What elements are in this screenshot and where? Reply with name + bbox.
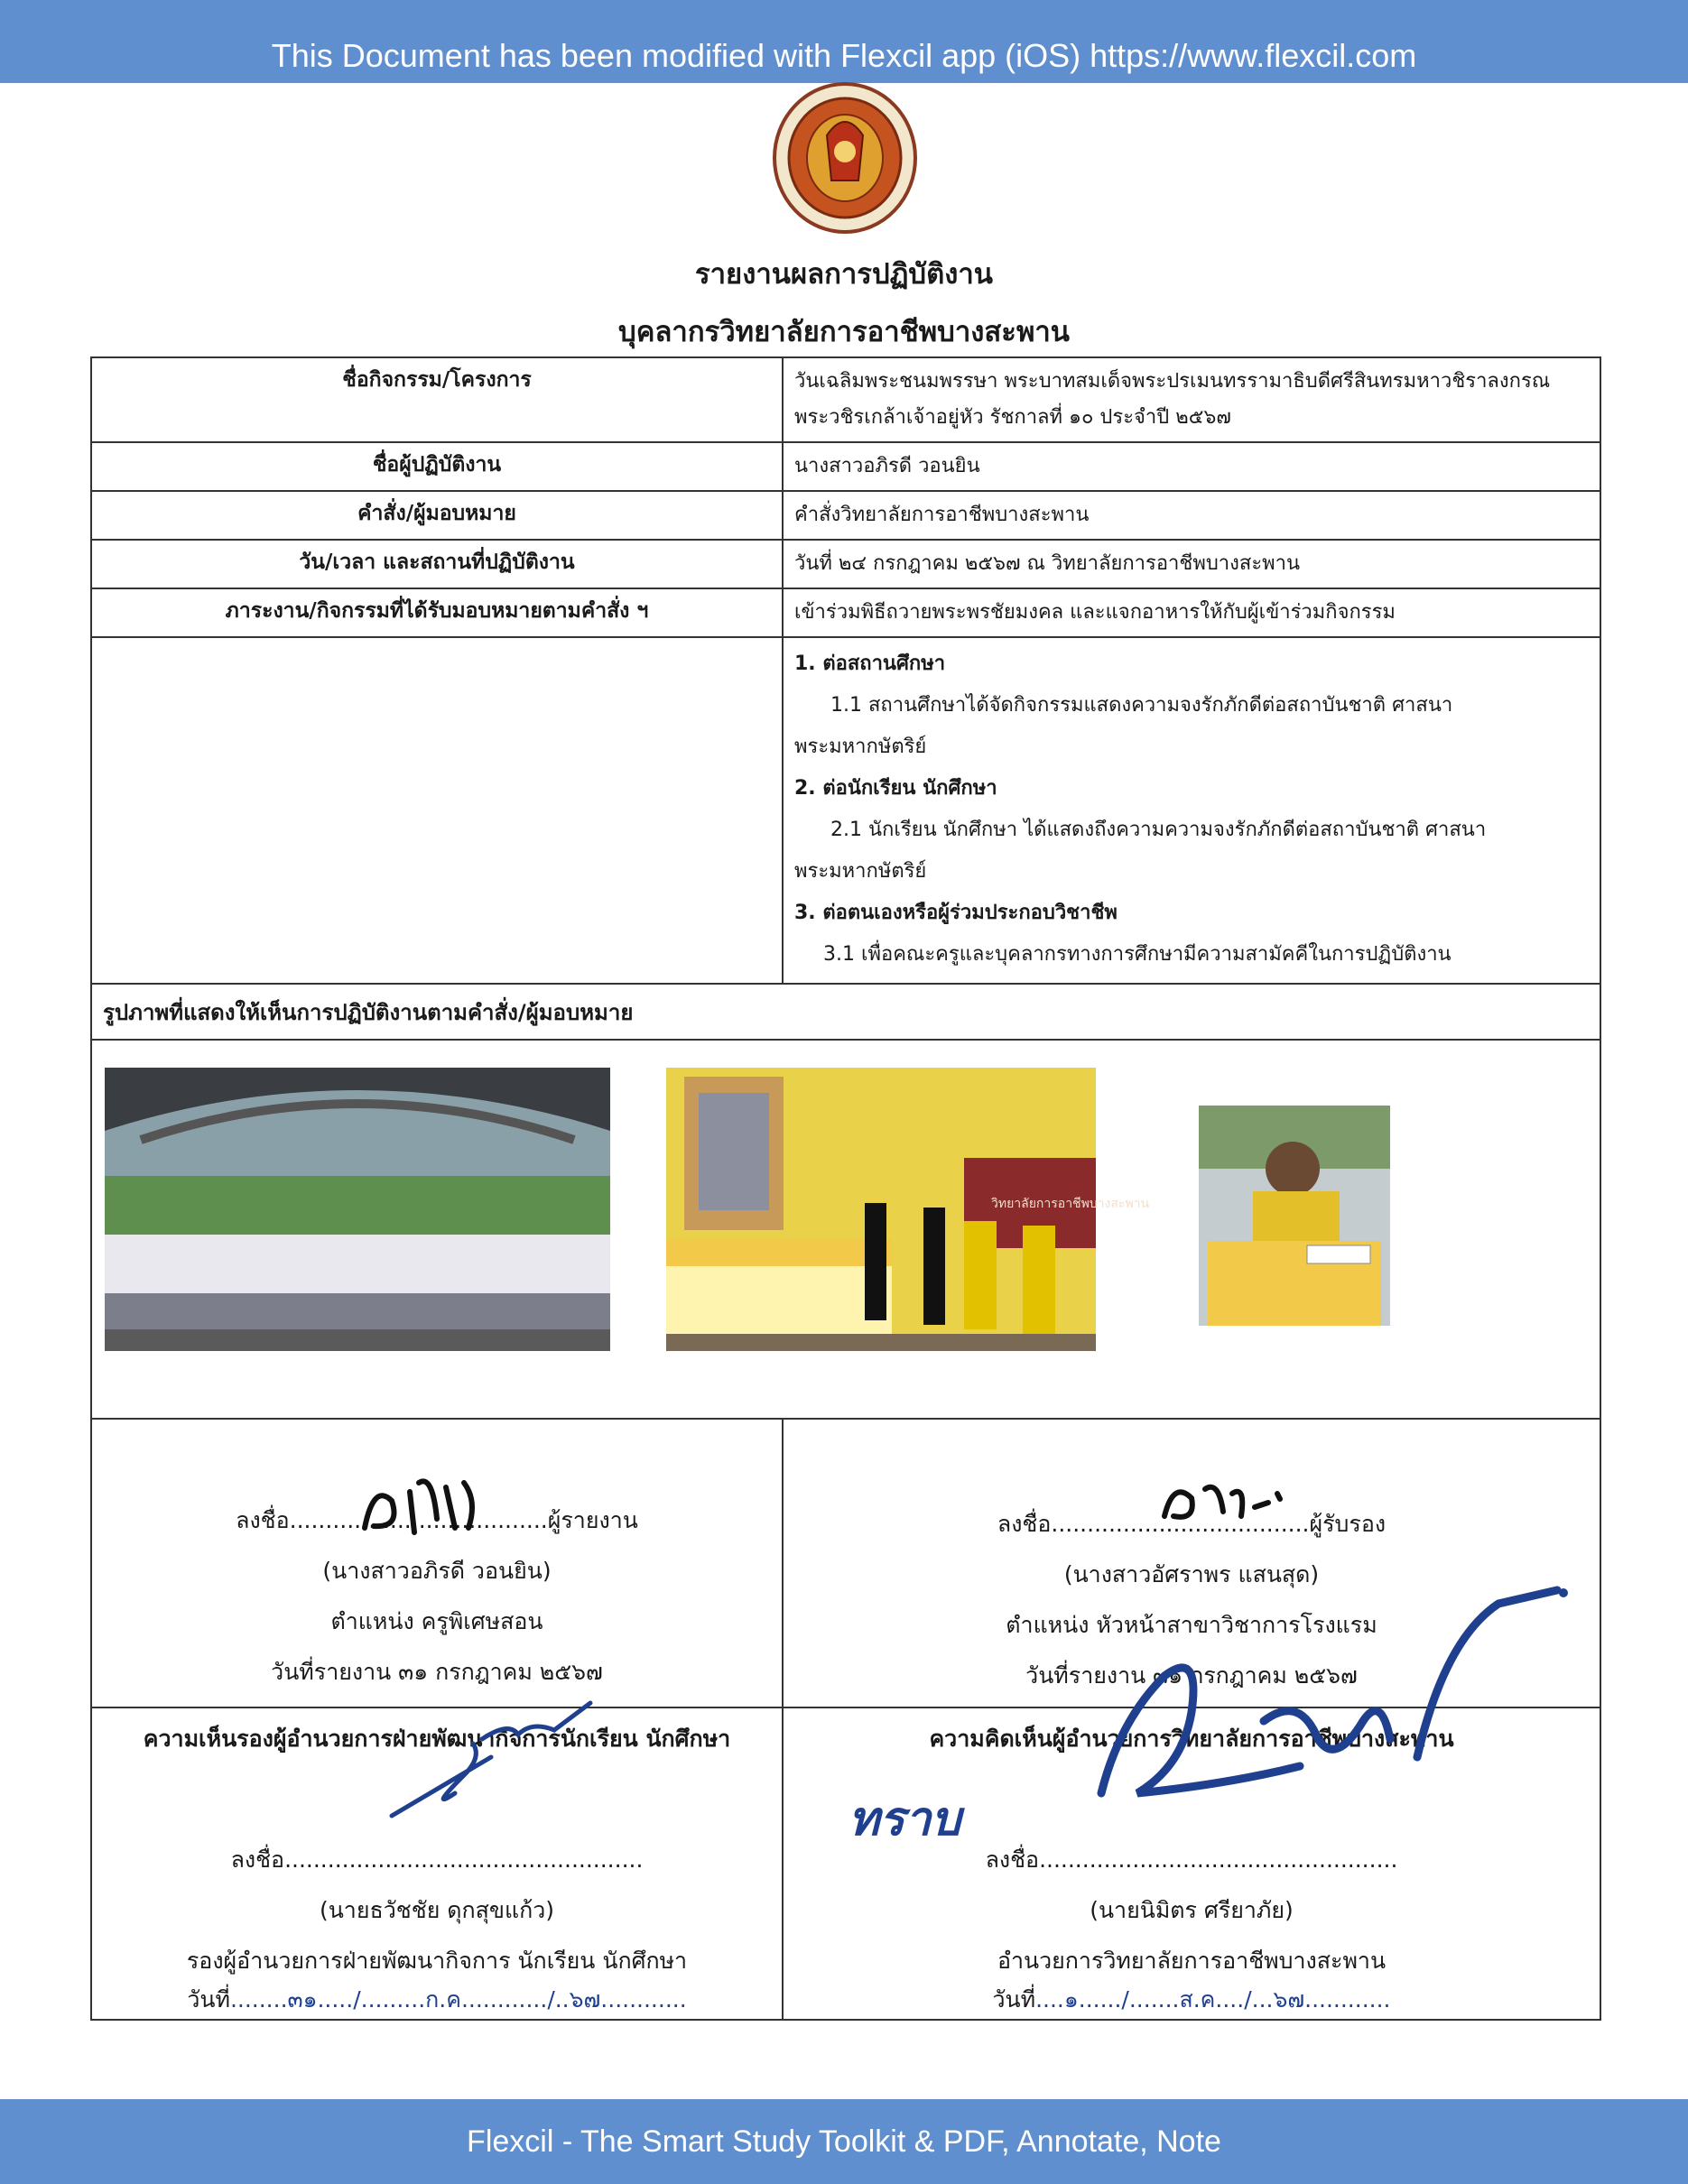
photo-header: รูปภาพที่แสดงให้เห็นการปฏิบัติงานตามคำสั่ง/ผู้มอบหมาย (91, 984, 1600, 1040)
certifier-role: ผู้รับรอง (1309, 1511, 1387, 1537)
row-photo-header (91, 984, 1600, 1040)
value-activity: วันเฉลิมพระชนมพรรษา พระบาทสมเด็จพระปรเมนทรรามาธิบดีศรีสินทรมหาวชิราลงกรณ พระวชิรเกล้าเจ้าอยู่หัว รัชกาลที่ ๑๐ ประจำปี ๒๕๖๗ (783, 357, 1600, 442)
outcome-text-3a: 3.1 เพื่อคณะครูและบุคลากรทางการศึกษามีความสามัคคีในการปฏิบัติงาน (823, 943, 1451, 966)
bottom-watermark-banner: Flexcil - The Smart Study Toolkit & PDF, Annotate, Note (0, 2099, 1688, 2184)
value-task: เข้าร่วมพิธีถวายพระพรชัยมงคล และแจกอาหารให้กับผู้เข้าร่วมกิจกรรม (783, 588, 1600, 637)
outcome-text-1b: พระมหากษัตริย์ (794, 736, 927, 758)
deputy-sign-line: ลงชื่อ.................................................. (230, 1846, 644, 1873)
outcomes-cell (783, 637, 1600, 984)
director-opinion-title: ความคิดเห็นผู้อำนวยการวิทยาลัยการอาชีพบางสะพาน (929, 1726, 1454, 1752)
label-activity: ชื่อกิจกรรม/โครงการ (91, 357, 783, 442)
director-name: (นายนิมิตร ศรียาภัย) (1090, 1897, 1294, 1923)
deputy-signature-block (103, 1757, 771, 2013)
outcome-text-1a: 1.1 สถานศึกษาได้จัดกิจกรรมแสดงความจงรักภักดีต่อสถาบันชาติ ศาสนา (830, 694, 1453, 717)
certifier-position: ตำแหน่ง หัวหน้าสาขาวิชาการโรงแรม (1006, 1612, 1377, 1638)
director-sign-line: ลงชื่อ.................................................. (985, 1846, 1398, 1873)
outcome-text-2b: พระมหากษัตริย์ (794, 860, 927, 883)
director-cell (783, 1707, 1600, 2020)
photo-assembly (105, 1068, 610, 1351)
reporter-position: ตำแหน่ง ครูพิเศษสอน (330, 1608, 543, 1634)
deputy-handwritten-signature (374, 1694, 608, 1829)
label-performer: ชื่อผู้ปฏิบัติงาน (91, 442, 783, 491)
row-performer (91, 442, 1600, 491)
college-seal-logo (746, 81, 944, 235)
label-datetime: วัน/เวลา และสถานที่ปฏิบัติงาน (91, 540, 783, 588)
value-order: คำสั่งวิทยาลัยการอาชีพบางสะพาน (783, 491, 1600, 540)
certifier-date: วันที่รายงาน ๓๑ กรกฎาคม ๒๕๖๗ (1025, 1662, 1358, 1689)
value-datetime: วันที่ ๒๔ กรกฎาคม ๒๕๖๗ ณ วิทยาลัยการอาชีพบางสะพาน (783, 540, 1600, 588)
row-outcomes (91, 637, 1600, 984)
reporter-sign-line: ลงชื่อ.................................... (236, 1507, 548, 1533)
outcome-text-2a: 2.1 นักเรียน นักศึกษา ได้แสดงถึงความความจงรักภักดีต่อสถาบันชาติ ศาสนา (830, 819, 1487, 841)
row-task (91, 588, 1600, 637)
deputy-cell (91, 1707, 783, 2020)
photos-cell (91, 1040, 1600, 1419)
photo-ceremony (666, 1068, 1150, 1351)
report-title: รายงานผลการปฏิบัติงาน (695, 258, 993, 291)
label-task: ภาระงาน/กิจกรรมที่ได้รับมอบหมายตามคำสั่ง ฯ (91, 588, 783, 637)
row-opinions (91, 1707, 1600, 2020)
row-signatures (91, 1419, 1600, 1707)
top-watermark-banner: This Document has been modified with Flexcil app (iOS) https://www.flexcil.com (0, 0, 1688, 83)
outcomes-blank (91, 637, 783, 984)
row-activity (91, 357, 1600, 442)
director-position: อำนวยการวิทยาลัยการอาชีพบางสะพาน (997, 1948, 1387, 1974)
outcome-heading-3: 3. ต่อตนเองหรือผู้ร่วมประกอบวิชาชีพ (794, 902, 1118, 924)
deputy-opinion-title: ความเห็นรองผู้อำนวยการฝ่ายพัฒนากิจการนักเรียน นักศึกษา (143, 1726, 731, 1752)
certifier-cell (783, 1419, 1600, 1707)
deputy-date-value: ........๓๑...../.........ก.ค............/..๖๗............ (229, 1986, 687, 2013)
deputy-name: (นายธวัชชัย ดุกสุขแก้ว) (319, 1897, 555, 1923)
director-handwritten-note: ทราบ (849, 1792, 961, 1846)
director-signature-block (794, 1757, 1589, 2013)
reporter-date: วันที่รายงาน ๓๑ กรกฎาคม ๒๕๖๗ (271, 1659, 603, 1685)
deputy-date-label: วันที่ (187, 1986, 230, 2013)
reporter-name: (นางสาวอภิรดี วอนยิน) (322, 1558, 552, 1584)
outcome-heading-1: 1. ต่อสถานศึกษา (794, 652, 946, 675)
director-date-label: วันที่ (992, 1986, 1036, 2013)
certifier-name: (นางสาวอัศราพร แสนสุด) (1063, 1561, 1320, 1587)
certifier-signature-block (794, 1425, 1589, 1701)
certifier-sign-line: ลงชื่อ.................................... (997, 1511, 1310, 1537)
photo-student (1199, 1106, 1390, 1326)
report-subtitle: บุคลากรวิทยาลัยการอาชีพบางสะพาน (618, 316, 1070, 348)
outcome-heading-2: 2. ต่อนักเรียน นักศึกษา (794, 777, 997, 800)
reporter-signature-block (103, 1425, 771, 1698)
label-order: คำสั่ง/ผู้มอบหมาย (91, 491, 783, 540)
photo-sign-text: วิทยาลัยการอาชีพบางสะพาน (991, 1197, 1150, 1211)
row-datetime (91, 540, 1600, 588)
director-date-value: ....๑....../.......ส.ค..../...๖๗............ (1035, 1986, 1391, 2013)
report-table (90, 356, 1601, 2021)
reporter-role: ผู้รายงาน (547, 1507, 638, 1533)
reporter-cell (91, 1419, 783, 1707)
row-order (91, 491, 1600, 540)
row-photos (91, 1040, 1600, 1419)
deputy-position: รองผู้อำนวยการฝ่ายพัฒนากิจการ นักเรียน นักศึกษา (186, 1948, 688, 1974)
value-performer: นางสาวอภิรดี วอนยิน (783, 442, 1600, 491)
